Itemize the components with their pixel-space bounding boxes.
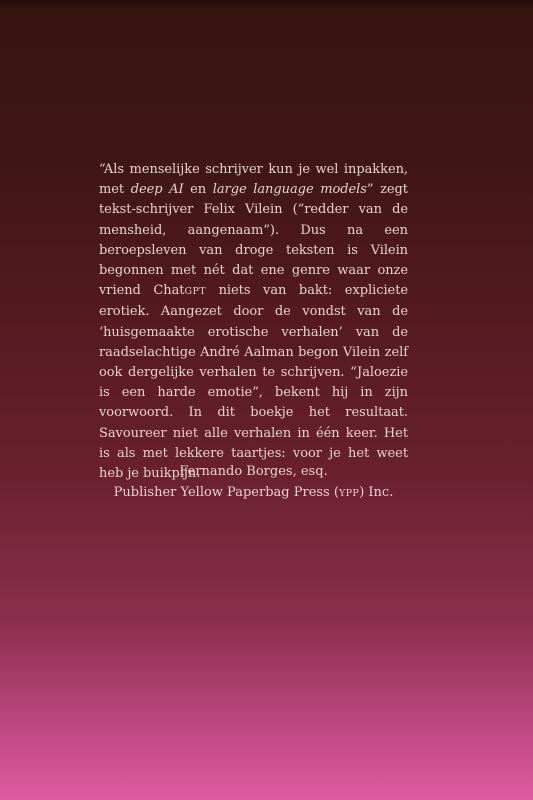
- top-edge-shadow: [0, 0, 533, 10]
- blurb-text: [99, 160, 408, 484]
- blurb-part: en: [183, 182, 213, 198]
- blurb-smallcaps-gpt: GPT: [184, 286, 207, 298]
- blurb-part: ” zegt tekst-schrijver Felix Vilein (“redder van de mensheid, aangenaam”). Dus na een beroepsleven van droge teksten is Vilein begonnen met nét dat ene genre waar onze vriend Chat: [99, 182, 408, 299]
- signature-name: Fernando Borges, esq.: [179, 464, 328, 479]
- blurb-part: niets van bakt: expliciete erotiek. Aangezet door de vondst van de ‘huisgemaakte erotische verhalen’ van de raadselachtige André Aalman begon Vilein zelf ook dergelijke verhalen te schrijven. “Jaloezie is een harde emotie”, bekent hij in zijn voorwoord. In dit boekje het resultaat. Savoureer niet alle verhalen in één keer. Het is als met lekkere taartjes: voor je het weet heb je buikpijn.: [99, 283, 409, 482]
- signature-publisher: [99, 483, 408, 505]
- signature-block: [99, 462, 408, 504]
- blurb-emphasis-llm: large language models: [212, 182, 367, 198]
- blurb-part: “Als menselijke schrijver kun je wel inpakken, met: [99, 162, 408, 198]
- publisher-suffix: ) Inc.: [359, 484, 394, 500]
- blurb-emphasis-deep-ai: deep AI: [130, 182, 184, 198]
- publisher-prefix: Publisher Yellow Paperbag Press (: [113, 484, 339, 500]
- publisher-abbr: YPP: [338, 487, 360, 499]
